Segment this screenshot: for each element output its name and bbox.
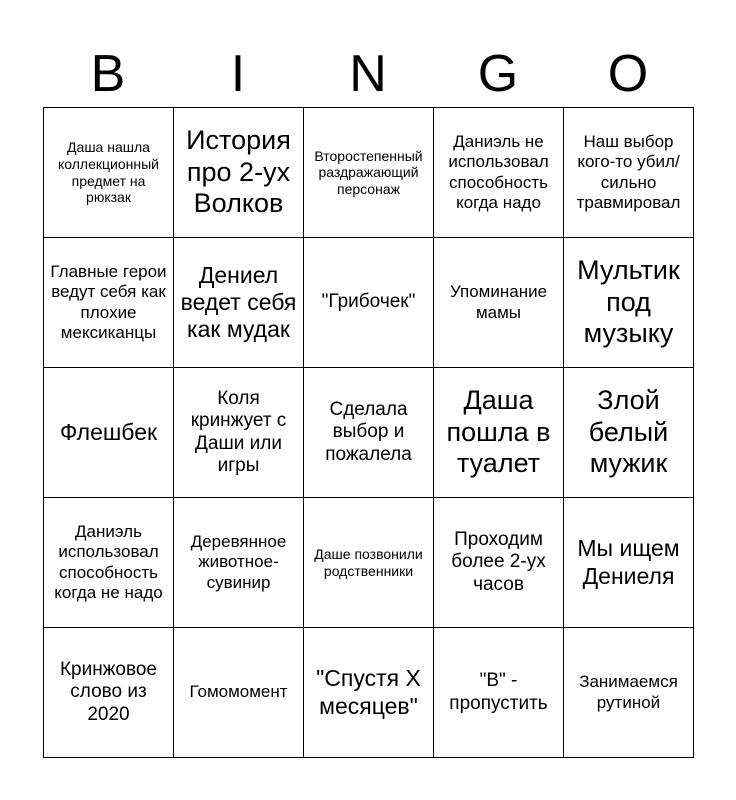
header-letter-n: N (349, 45, 387, 103)
bingo-cell-r3c5[interactable]: Злой белый мужик (564, 368, 694, 498)
header-letter-g: G (477, 45, 519, 103)
grid-row-4 (44, 498, 694, 628)
bingo-cell-r2c1[interactable]: Главные герои ведут себя как плохие мексиканцы (44, 238, 174, 368)
bingo-cell-r1c5[interactable]: Наш выбор кого-то убил/ сильно травмировал (564, 108, 694, 238)
bingo-cell-r4c3[interactable]: Даше позвонили родственники (304, 498, 434, 628)
bingo-cell-r1c2[interactable]: История про 2-ух Волков (174, 108, 304, 238)
bingo-cell-r3c4[interactable]: Даша пошла в туалет (434, 368, 564, 498)
header-letter-b: B (90, 45, 126, 103)
grid-row-1 (44, 108, 694, 238)
bingo-cell-r2c3[interactable]: "Грибочек" (304, 238, 434, 368)
bingo-cell-r2c5[interactable]: Мультик под музыку (564, 238, 694, 368)
bingo-cell-r5c5[interactable]: Занимаемся рутиной (564, 628, 694, 758)
bingo-cell-r4c5[interactable]: Мы ищем Дениеля (564, 498, 694, 628)
bingo-cell-r4c1[interactable]: Даниэль использовал способность когда не надо (44, 498, 174, 628)
bingo-cell-r1c3[interactable]: Второстепенный раздражающий персонаж (304, 108, 434, 238)
bingo-cell-r2c2[interactable]: Дениел ведет себя как мудак (174, 238, 304, 368)
header-letter-o: O (607, 45, 649, 103)
bingo-cell-r3c3[interactable]: Сделала выбор и пожалела (304, 368, 434, 498)
bingo-cell-r1c1[interactable]: Даша нашла коллекционный предмет на рюкзак (44, 108, 174, 238)
bingo-cell-r3c1[interactable]: Флешбек (44, 368, 174, 498)
bingo-grid (43, 107, 694, 758)
bingo-cell-r4c2[interactable]: Деревянное животное-сувинир (174, 498, 304, 628)
bingo-cell-r4c4[interactable]: Проходим более 2-ух часов (434, 498, 564, 628)
bingo-cell-r5c1[interactable]: Кринжовое слово из 2020 (44, 628, 174, 758)
bingo-cell-r3c2[interactable]: Коля кринжует с Даши или игры (174, 368, 304, 498)
bingo-cell-r1c4[interactable]: Даниэль не использовал способность когда надо (434, 108, 564, 238)
grid-row-3 (44, 368, 694, 498)
bingo-cell-r5c3[interactable]: "Спустя Х месяцев" (304, 628, 434, 758)
bingo-cell-r5c4[interactable]: "B" - пропустить (434, 628, 564, 758)
grid-row-5 (44, 628, 694, 758)
bingo-cell-r2c4[interactable]: Упоминание мамы (434, 238, 564, 368)
header-letter-i: I (230, 45, 246, 103)
bingo-header (43, 40, 693, 108)
bingo-cell-r5c2[interactable]: Гомомомент (174, 628, 304, 758)
grid-row-2 (44, 238, 694, 368)
